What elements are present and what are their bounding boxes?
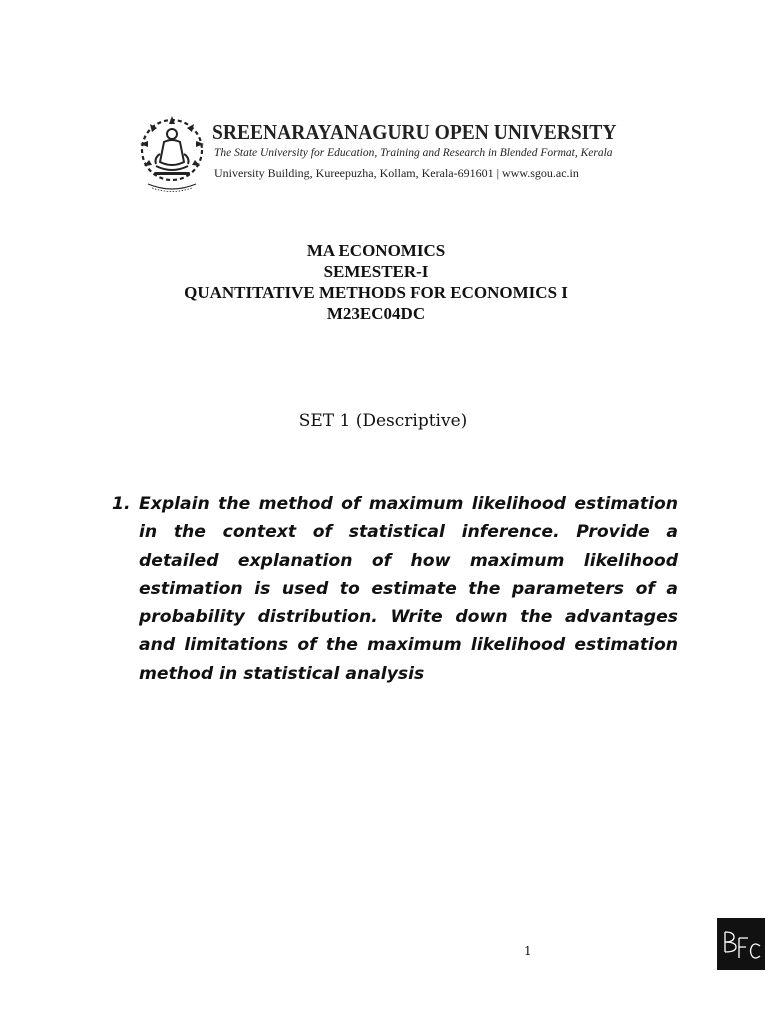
set-title: SET 1 (Descriptive) [298, 411, 468, 431]
subject-title: QUANTITATIVE METHODS FOR ECONOMICS I [184, 283, 568, 302]
university-tagline: The State University for Education, Training and Research in Blended Format, Kerala [214, 147, 613, 159]
bfc-monogram-icon [717, 918, 765, 970]
question-item [112, 490, 678, 688]
letterhead [134, 110, 634, 196]
program-title: MA ECONOMICS [306, 241, 446, 260]
semester-title: SEMESTER-I [323, 262, 429, 281]
question-number: 1. [112, 494, 131, 514]
course-info [0, 240, 752, 324]
page-number: 1 [524, 944, 532, 958]
university-address: University Building, Kureepuzha, Kollam, Kerala-691601 | www.sgou.ac.in [214, 166, 579, 180]
course-code: M23EC04DC [326, 304, 426, 323]
question-text: Explain the method of maximum likelihood estimation in the context of statistical inference. Provide a detailed explanation of how maximum likelihood estimation is used to estimate the parameters of a probability distribution. Write down the advantages and limitations of the maximum likelihood estimation method in statistical analysis [139, 494, 678, 684]
university-name: SREENARAYANAGURU OPEN UNIVERSITY [212, 120, 617, 144]
university-seal-icon [134, 110, 210, 196]
